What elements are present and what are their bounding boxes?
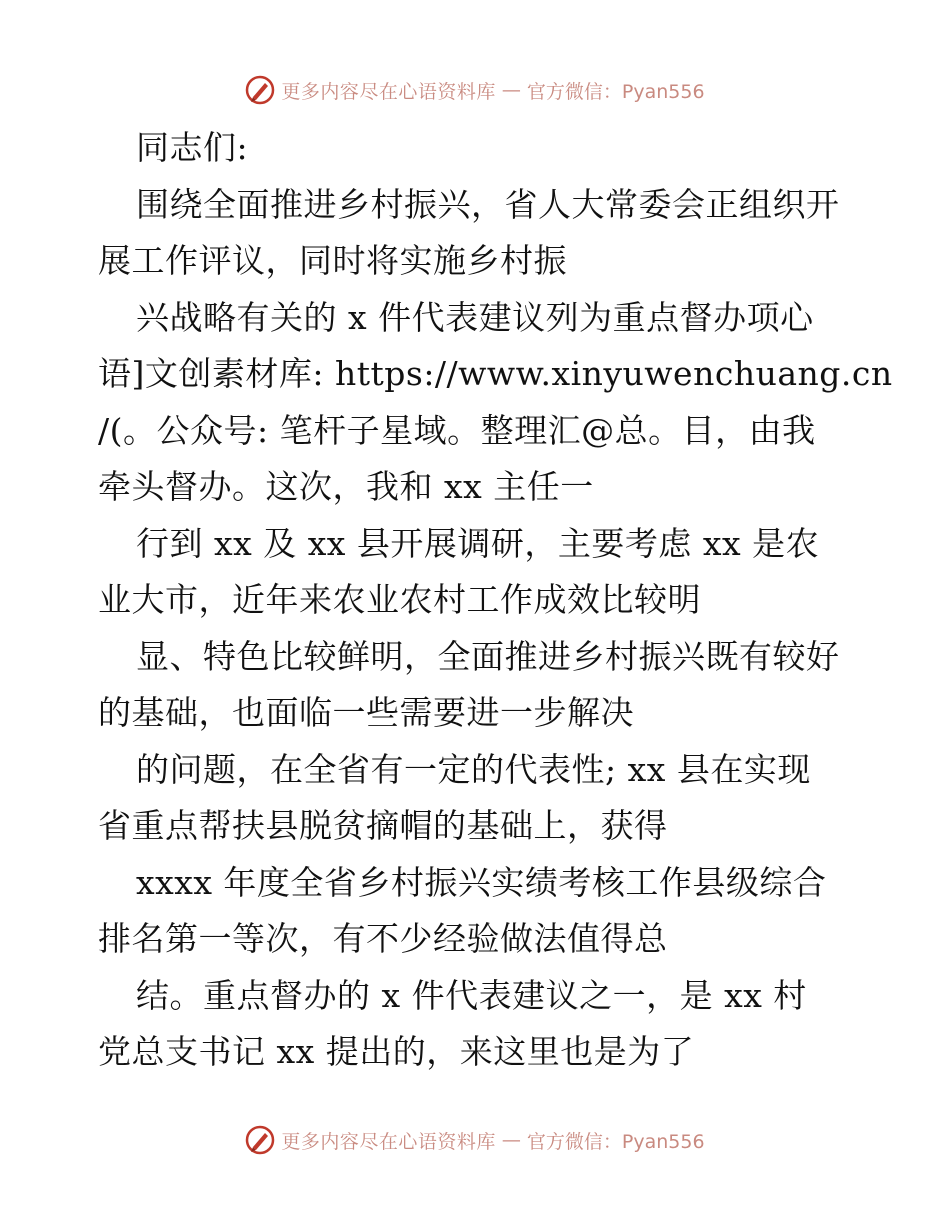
text-line: xxxx 年度全省乡村振兴实绩考核工作县级综合: [136, 862, 827, 902]
promo-text: 更多内容尽在心语资料库: [281, 80, 496, 103]
text-line: 业大市，近年来农业农村工作成效比较明: [98, 580, 701, 619]
document-body: [98, 120, 893, 1081]
text-line: 党总支书记 xx 提出的，来这里也是为了: [98, 1032, 695, 1071]
footer-banner: [0, 1120, 950, 1160]
text-line: 排名第一等次，有不少经验做法值得总: [98, 919, 668, 958]
header-banner: [0, 70, 950, 110]
text-line: 围绕全面推进乡村振兴，省人大常委会正组织开: [136, 184, 840, 224]
pen-logo-icon: [245, 75, 275, 105]
text-line: 显、特色比较鲜明，全面推进乡村振兴既有较好: [136, 636, 840, 676]
text-line: 同志们:: [136, 128, 249, 167]
text-line: 兴战略有关的 x 件代表建议列为重点督办项心: [136, 297, 814, 337]
banner-separator: —: [501, 79, 521, 101]
text-line: /(。公众号: 笔杆子星域。整理汇@总。目，由我: [98, 410, 816, 450]
wechat-text: 官方微信：Pyan556: [526, 80, 705, 103]
footer-banner-inner: [245, 1125, 704, 1155]
pen-logo-icon: [245, 1125, 275, 1155]
text-line: 结。重点督办的 x 件代表建议之一，是 xx 村: [136, 975, 807, 1015]
text-line: 展工作评议，同时将实施乡村振: [98, 241, 567, 280]
text-line: 的基础，也面临一些需要进一步解决: [98, 693, 634, 732]
promo-text: 更多内容尽在心语资料库: [281, 1130, 496, 1153]
header-banner-inner: [245, 75, 704, 105]
banner-separator: —: [501, 1129, 521, 1151]
wechat-text: 官方微信：Pyan556: [526, 1130, 705, 1153]
text-line: 省重点帮扶县脱贫摘帽的基础上，获得: [98, 806, 668, 845]
text-line: 牵头督办。这次，我和 xx 主任一: [98, 467, 594, 506]
text-line: 行到 xx 及 xx 县开展调研，主要考虑 xx 是农: [136, 523, 820, 563]
text-line: 语]文创素材库: https://www.xinyuwenchuang.cn: [98, 354, 893, 393]
text-line: 的问题，在全省有一定的代表性; xx 县在实现: [136, 749, 811, 789]
